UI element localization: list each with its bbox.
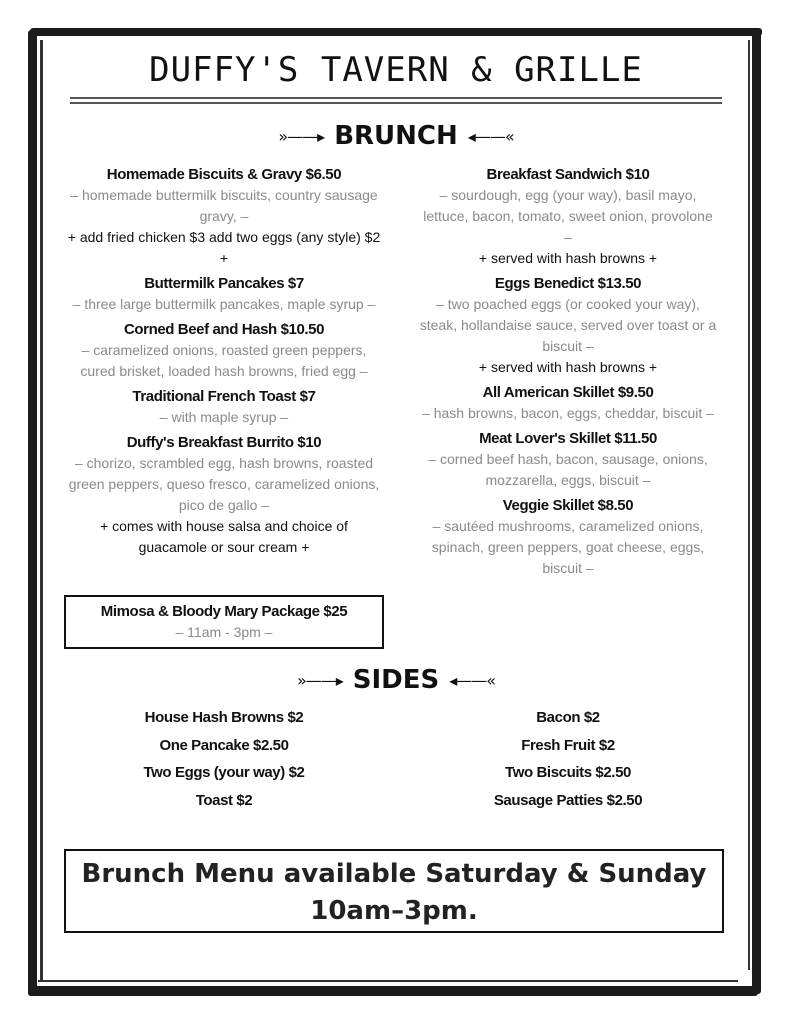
availability-days: Brunch Menu available Saturday & Sunday [81,859,707,889]
item-description: – three large buttermilk pancakes, maple syrup – [72,296,376,312]
frame-scratch [748,40,750,970]
item-addon: + served with hash browns + [478,250,658,266]
sides-heading-text: SIDES [352,665,440,695]
item-description: – two poached eggs (or cooked your way), steak, hollandaise sauce, served over toast or a biscuit – [419,296,717,354]
menu-item [66,432,382,558]
frame-border-bottom [28,986,758,996]
sides-left-column [104,704,344,814]
title-rule [70,97,722,99]
arrow-left-icon: »——▸ [296,670,343,690]
side-item: One Pancake $2.50 [159,736,289,754]
item-addon: + add fried chicken $3 add two eggs (any style) $2 + [67,229,381,266]
item-description: – sourdough, egg (your way), basil mayo, lettuce, bacon, tomato, sweet onion, provolone – [423,187,713,245]
frame-border-left [28,30,37,996]
side-item: Sausage Patties $2.50 [493,791,643,809]
menu-item [418,382,718,424]
side-item: Two Eggs (your way) $2 [143,764,305,781]
menu-item [418,428,718,491]
brunch-left-column [66,160,382,558]
side-item: House Hash Browns $2 [144,709,304,726]
menu-title: DUFFY'S TAVERN & GRILLE [149,50,643,90]
menu-item [418,164,718,269]
frame-border-right [752,30,761,994]
side-item: Toast $2 [195,791,253,809]
availability-hours: 10am–3pm. [310,896,478,926]
arrow-left-icon: »——▸ [278,126,325,146]
menu-item [66,319,382,382]
item-description: – caramelized onions, roasted green peppers, cured brisket, loaded hash browns, fried egg – [80,342,368,379]
menu-item [66,386,382,428]
menu-item [418,273,718,378]
drink-package-box [64,595,384,649]
sides-heading [60,665,732,695]
item-description: – sautéed mushrooms, caramelized onions, spinach, green peppers, goat cheese, eggs, biscuit – [431,518,705,576]
item-description: – homemade buttermilk biscuits, country sausage gravy, – [70,187,378,224]
item-description: – corned beef hash, bacon, sausage, onions, mozzarella, eggs, biscuit – [428,451,708,488]
item-name: Homemade Biscuits & Gravy $6.50 [106,166,342,183]
item-name: Corned Beef and Hash $10.50 [123,321,325,338]
menu-item [66,273,382,315]
item-name: Eggs Benedict $13.50 [494,275,642,292]
menu-item [66,164,382,269]
side-item: Bacon $2 [536,709,600,726]
item-addon: + served with hash browns + [478,359,658,375]
item-name: Traditional French Toast $7 [132,388,316,405]
availability-notice [64,849,724,933]
item-name: Duffy's Breakfast Burrito $10 [126,434,322,451]
package-name: Mimosa & Bloody Mary Package $25 [100,603,348,620]
item-description: – with maple syrup – [159,409,289,425]
menu-item [418,495,718,579]
item-name: All American Skillet $9.50 [482,384,654,401]
item-name: Meat Lover's Skillet $11.50 [479,430,657,447]
brunch-right-column [418,160,718,579]
sides-right-column [448,704,688,814]
item-description: – chorizo, scrambled egg, hash browns, roasted green peppers, queso fresco, caramelized onions, pico de gallo – [68,455,380,513]
arrow-right-icon: ◂——« [467,126,514,146]
title-rule [70,102,722,104]
item-addon: + comes with house salsa and choice of guacamole or sour cream + [100,518,348,555]
side-item: Fresh Fruit $2 [521,736,615,754]
side-item: Two Biscuits $2.50 [505,764,631,781]
item-description: – hash browns, bacon, eggs, cheddar, biscuit – [422,405,714,421]
brunch-heading-text: BRUNCH [334,121,458,151]
arrow-right-icon: ◂——« [449,670,496,690]
frame-border-top [30,28,762,36]
item-name: Veggie Skillet $8.50 [502,497,634,514]
item-name: Buttermilk Pancakes $7 [144,275,304,292]
frame-scratch [40,40,43,980]
frame-scratch [38,980,738,982]
brunch-heading [60,121,732,151]
package-hours: – 11am - 3pm – [175,624,273,640]
item-name: Breakfast Sandwich $10 [486,166,650,183]
